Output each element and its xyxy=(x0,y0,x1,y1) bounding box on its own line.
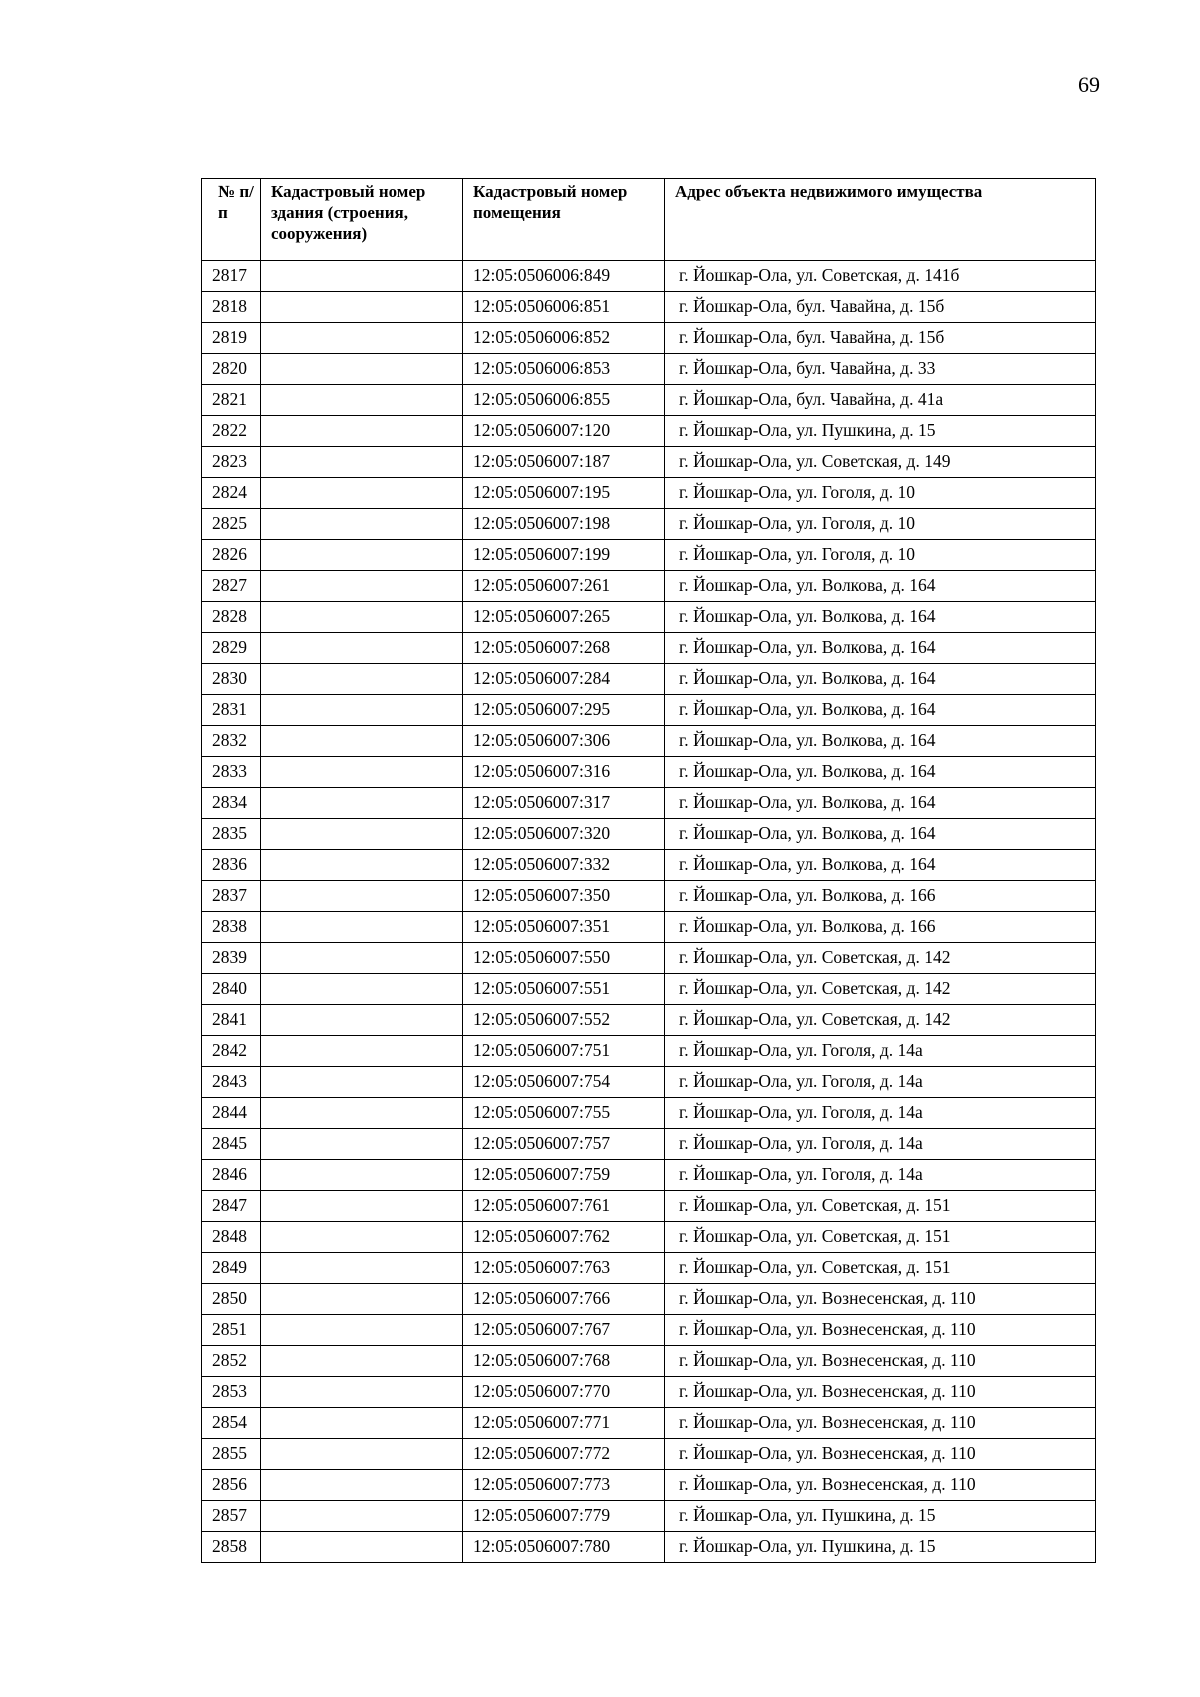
cell-address: г. Йошкар-Ола, ул. Советская, д. 151 xyxy=(665,1191,1096,1222)
cell-row-number: 2855 xyxy=(202,1439,261,1470)
cell-row-number: 2846 xyxy=(202,1160,261,1191)
cell-building-cadastral-number xyxy=(261,1377,463,1408)
cell-address: г. Йошкар-Ола, ул. Вознесенская, д. 110 xyxy=(665,1346,1096,1377)
cell-address: г. Йошкар-Ола, ул. Волкова, д. 164 xyxy=(665,850,1096,881)
table-row xyxy=(202,912,1096,943)
table-row xyxy=(202,1129,1096,1160)
table-row xyxy=(202,1005,1096,1036)
table-row xyxy=(202,1036,1096,1067)
cell-address: г. Йошкар-Ола, ул. Вознесенская, д. 110 xyxy=(665,1377,1096,1408)
cell-address: г. Йошкар-Ола, бул. Чавайна, д. 33 xyxy=(665,354,1096,385)
cell-building-cadastral-number xyxy=(261,788,463,819)
cell-address: г. Йошкар-Ола, ул. Волкова, д. 164 xyxy=(665,695,1096,726)
cell-premises-cadastral-number: 12:05:0506007:199 xyxy=(463,540,665,571)
cell-building-cadastral-number xyxy=(261,261,463,292)
cell-building-cadastral-number xyxy=(261,1346,463,1377)
cell-row-number: 2838 xyxy=(202,912,261,943)
table-row xyxy=(202,1253,1096,1284)
cell-building-cadastral-number xyxy=(261,664,463,695)
cell-premises-cadastral-number: 12:05:0506007:779 xyxy=(463,1501,665,1532)
cell-address: г. Йошкар-Ола, ул. Советская, д. 151 xyxy=(665,1222,1096,1253)
table-row xyxy=(202,1501,1096,1532)
cell-building-cadastral-number xyxy=(261,943,463,974)
cell-address: г. Йошкар-Ола, ул. Волкова, д. 164 xyxy=(665,788,1096,819)
cell-address: г. Йошкар-Ола, ул. Пушкина, д. 15 xyxy=(665,416,1096,447)
cell-building-cadastral-number xyxy=(261,1439,463,1470)
property-table-container xyxy=(201,178,1096,1563)
cell-premises-cadastral-number: 12:05:0506007:772 xyxy=(463,1439,665,1470)
cell-premises-cadastral-number: 12:05:0506007:780 xyxy=(463,1532,665,1563)
cell-row-number: 2842 xyxy=(202,1036,261,1067)
table-body xyxy=(202,261,1096,1563)
cell-premises-cadastral-number: 12:05:0506007:762 xyxy=(463,1222,665,1253)
table-row xyxy=(202,1377,1096,1408)
cell-address: г. Йошкар-Ола, ул. Волкова, д. 164 xyxy=(665,571,1096,602)
cell-premises-cadastral-number: 12:05:0506007:773 xyxy=(463,1470,665,1501)
cell-address: г. Йошкар-Ола, ул. Вознесенская, д. 110 xyxy=(665,1284,1096,1315)
table-row xyxy=(202,695,1096,726)
cell-address: г. Йошкар-Ола, ул. Гоголя, д. 14а xyxy=(665,1067,1096,1098)
cell-row-number: 2835 xyxy=(202,819,261,850)
table-row xyxy=(202,1315,1096,1346)
cell-row-number: 2852 xyxy=(202,1346,261,1377)
cell-address: г. Йошкар-Ола, ул. Советская, д. 151 xyxy=(665,1253,1096,1284)
table-row xyxy=(202,850,1096,881)
cell-premises-cadastral-number: 12:05:0506007:120 xyxy=(463,416,665,447)
cell-row-number: 2851 xyxy=(202,1315,261,1346)
cell-row-number: 2854 xyxy=(202,1408,261,1439)
table-row xyxy=(202,788,1096,819)
table-row xyxy=(202,478,1096,509)
cell-row-number: 2845 xyxy=(202,1129,261,1160)
cell-premises-cadastral-number: 12:05:0506006:853 xyxy=(463,354,665,385)
cell-row-number: 2834 xyxy=(202,788,261,819)
cell-building-cadastral-number xyxy=(261,1191,463,1222)
cell-address: г. Йошкар-Ола, ул. Гоголя, д. 10 xyxy=(665,478,1096,509)
cell-building-cadastral-number xyxy=(261,1284,463,1315)
cell-address: г. Йошкар-Ола, ул. Гоголя, д. 14а xyxy=(665,1129,1096,1160)
cell-premises-cadastral-number: 12:05:0506007:284 xyxy=(463,664,665,695)
cell-address: г. Йошкар-Ола, ул. Советская, д. 141б xyxy=(665,261,1096,292)
cell-address: г. Йошкар-Ола, ул. Волкова, д. 164 xyxy=(665,726,1096,757)
cell-premises-cadastral-number: 12:05:0506007:195 xyxy=(463,478,665,509)
cell-building-cadastral-number xyxy=(261,1532,463,1563)
cell-row-number: 2820 xyxy=(202,354,261,385)
cell-building-cadastral-number xyxy=(261,447,463,478)
cell-row-number: 2839 xyxy=(202,943,261,974)
cell-premises-cadastral-number: 12:05:0506006:855 xyxy=(463,385,665,416)
cell-address: г. Йошкар-Ола, бул. Чавайна, д. 15б xyxy=(665,292,1096,323)
cell-premises-cadastral-number: 12:05:0506007:754 xyxy=(463,1067,665,1098)
table-row xyxy=(202,509,1096,540)
cell-row-number: 2828 xyxy=(202,602,261,633)
cell-address: г. Йошкар-Ола, ул. Гоголя, д. 10 xyxy=(665,540,1096,571)
cell-row-number: 2836 xyxy=(202,850,261,881)
cell-premises-cadastral-number: 12:05:0506007:351 xyxy=(463,912,665,943)
table-row xyxy=(202,633,1096,664)
cell-premises-cadastral-number: 12:05:0506007:755 xyxy=(463,1098,665,1129)
table-row xyxy=(202,819,1096,850)
cell-row-number: 2818 xyxy=(202,292,261,323)
cell-building-cadastral-number xyxy=(261,1501,463,1532)
cell-building-cadastral-number xyxy=(261,1098,463,1129)
cell-building-cadastral-number xyxy=(261,850,463,881)
cell-premises-cadastral-number: 12:05:0506007:332 xyxy=(463,850,665,881)
cell-address: г. Йошкар-Ола, ул. Пушкина, д. 15 xyxy=(665,1501,1096,1532)
cell-address: г. Йошкар-Ола, ул. Волкова, д. 164 xyxy=(665,664,1096,695)
table-row xyxy=(202,664,1096,695)
cell-row-number: 2832 xyxy=(202,726,261,757)
cell-address: г. Йошкар-Ола, ул. Пушкина, д. 15 xyxy=(665,1532,1096,1563)
header-building-cadastral-number: Кадастровый номер здания (строения, сооружения) xyxy=(261,179,463,261)
cell-building-cadastral-number xyxy=(261,1036,463,1067)
cell-address: г. Йошкар-Ола, ул. Волкова, д. 166 xyxy=(665,912,1096,943)
cell-row-number: 2819 xyxy=(202,323,261,354)
cell-row-number: 2857 xyxy=(202,1501,261,1532)
cell-building-cadastral-number xyxy=(261,695,463,726)
cell-address: г. Йошкар-Ола, бул. Чавайна, д. 41а xyxy=(665,385,1096,416)
header-row-number: № п/п xyxy=(202,179,261,261)
table-row xyxy=(202,292,1096,323)
cell-row-number: 2833 xyxy=(202,757,261,788)
cell-address: г. Йошкар-Ола, ул. Вознесенская, д. 110 xyxy=(665,1470,1096,1501)
table-row xyxy=(202,1160,1096,1191)
cell-building-cadastral-number xyxy=(261,1160,463,1191)
cell-premises-cadastral-number: 12:05:0506007:317 xyxy=(463,788,665,819)
cell-row-number: 2831 xyxy=(202,695,261,726)
cell-building-cadastral-number xyxy=(261,292,463,323)
table-row xyxy=(202,1470,1096,1501)
cell-building-cadastral-number xyxy=(261,602,463,633)
cell-address: г. Йошкар-Ола, ул. Советская, д. 149 xyxy=(665,447,1096,478)
table-row xyxy=(202,1098,1096,1129)
cell-row-number: 2843 xyxy=(202,1067,261,1098)
table-row xyxy=(202,261,1096,292)
cell-building-cadastral-number xyxy=(261,571,463,602)
cell-premises-cadastral-number: 12:05:0506007:187 xyxy=(463,447,665,478)
cell-address: г. Йошкар-Ола, ул. Советская, д. 142 xyxy=(665,974,1096,1005)
table-row xyxy=(202,1222,1096,1253)
cell-row-number: 2850 xyxy=(202,1284,261,1315)
table-row xyxy=(202,1067,1096,1098)
cell-address: г. Йошкар-Ола, ул. Гоголя, д. 14а xyxy=(665,1160,1096,1191)
cell-building-cadastral-number xyxy=(261,416,463,447)
cell-row-number: 2821 xyxy=(202,385,261,416)
table-row xyxy=(202,1346,1096,1377)
cell-address: г. Йошкар-Ола, ул. Гоголя, д. 14а xyxy=(665,1098,1096,1129)
cell-premises-cadastral-number: 12:05:0506007:295 xyxy=(463,695,665,726)
cell-building-cadastral-number xyxy=(261,726,463,757)
cell-row-number: 2856 xyxy=(202,1470,261,1501)
cell-address: г. Йошкар-Ола, ул. Советская, д. 142 xyxy=(665,943,1096,974)
cell-row-number: 2858 xyxy=(202,1532,261,1563)
cell-building-cadastral-number xyxy=(261,323,463,354)
cell-building-cadastral-number xyxy=(261,509,463,540)
cell-address: г. Йошкар-Ола, ул. Вознесенская, д. 110 xyxy=(665,1408,1096,1439)
cell-address: г. Йошкар-Ола, ул. Волкова, д. 164 xyxy=(665,633,1096,664)
cell-premises-cadastral-number: 12:05:0506007:767 xyxy=(463,1315,665,1346)
cell-premises-cadastral-number: 12:05:0506007:768 xyxy=(463,1346,665,1377)
cell-building-cadastral-number xyxy=(261,757,463,788)
cell-premises-cadastral-number: 12:05:0506006:852 xyxy=(463,323,665,354)
property-table xyxy=(201,178,1096,1563)
cell-address: г. Йошкар-Ола, бул. Чавайна, д. 15б xyxy=(665,323,1096,354)
cell-premises-cadastral-number: 12:05:0506007:766 xyxy=(463,1284,665,1315)
table-row xyxy=(202,1408,1096,1439)
cell-row-number: 2830 xyxy=(202,664,261,695)
cell-building-cadastral-number xyxy=(261,1222,463,1253)
table-header xyxy=(202,179,1096,261)
cell-address: г. Йошкар-Ола, ул. Гоголя, д. 14а xyxy=(665,1036,1096,1067)
cell-premises-cadastral-number: 12:05:0506007:771 xyxy=(463,1408,665,1439)
cell-row-number: 2840 xyxy=(202,974,261,1005)
cell-row-number: 2849 xyxy=(202,1253,261,1284)
table-row xyxy=(202,1284,1096,1315)
cell-building-cadastral-number xyxy=(261,354,463,385)
cell-row-number: 2848 xyxy=(202,1222,261,1253)
table-row xyxy=(202,540,1096,571)
cell-building-cadastral-number xyxy=(261,1129,463,1160)
cell-premises-cadastral-number: 12:05:0506007:316 xyxy=(463,757,665,788)
cell-premises-cadastral-number: 12:05:0506007:751 xyxy=(463,1036,665,1067)
table-row xyxy=(202,416,1096,447)
cell-premises-cadastral-number: 12:05:0506007:306 xyxy=(463,726,665,757)
cell-building-cadastral-number xyxy=(261,540,463,571)
cell-row-number: 2817 xyxy=(202,261,261,292)
table-row xyxy=(202,757,1096,788)
cell-building-cadastral-number xyxy=(261,912,463,943)
cell-premises-cadastral-number: 12:05:0506007:770 xyxy=(463,1377,665,1408)
cell-row-number: 2824 xyxy=(202,478,261,509)
cell-building-cadastral-number xyxy=(261,633,463,664)
header-row xyxy=(202,179,1096,261)
cell-building-cadastral-number xyxy=(261,1408,463,1439)
cell-premises-cadastral-number: 12:05:0506007:550 xyxy=(463,943,665,974)
cell-address: г. Йошкар-Ола, ул. Советская, д. 142 xyxy=(665,1005,1096,1036)
cell-row-number: 2853 xyxy=(202,1377,261,1408)
table-row xyxy=(202,323,1096,354)
cell-row-number: 2837 xyxy=(202,881,261,912)
cell-premises-cadastral-number: 12:05:0506006:851 xyxy=(463,292,665,323)
cell-premises-cadastral-number: 12:05:0506007:761 xyxy=(463,1191,665,1222)
cell-row-number: 2841 xyxy=(202,1005,261,1036)
cell-building-cadastral-number xyxy=(261,1470,463,1501)
cell-building-cadastral-number xyxy=(261,1315,463,1346)
cell-premises-cadastral-number: 12:05:0506007:261 xyxy=(463,571,665,602)
cell-row-number: 2823 xyxy=(202,447,261,478)
cell-building-cadastral-number xyxy=(261,1253,463,1284)
cell-premises-cadastral-number: 12:05:0506007:320 xyxy=(463,819,665,850)
table-row xyxy=(202,974,1096,1005)
cell-row-number: 2826 xyxy=(202,540,261,571)
table-row xyxy=(202,571,1096,602)
cell-premises-cadastral-number: 12:05:0506007:268 xyxy=(463,633,665,664)
cell-address: г. Йошкар-Ола, ул. Волкова, д. 166 xyxy=(665,881,1096,912)
cell-row-number: 2829 xyxy=(202,633,261,664)
table-row xyxy=(202,1191,1096,1222)
cell-row-number: 2847 xyxy=(202,1191,261,1222)
cell-address: г. Йошкар-Ола, ул. Вознесенская, д. 110 xyxy=(665,1315,1096,1346)
table-row xyxy=(202,1439,1096,1470)
cell-row-number: 2825 xyxy=(202,509,261,540)
table-row xyxy=(202,943,1096,974)
header-premises-cadastral-number: Кадастровый номер помещения xyxy=(463,179,665,261)
table-row xyxy=(202,354,1096,385)
cell-premises-cadastral-number: 12:05:0506007:198 xyxy=(463,509,665,540)
cell-address: г. Йошкар-Ола, ул. Гоголя, д. 10 xyxy=(665,509,1096,540)
cell-premises-cadastral-number: 12:05:0506007:265 xyxy=(463,602,665,633)
cell-building-cadastral-number xyxy=(261,1067,463,1098)
cell-address: г. Йошкар-Ола, ул. Волкова, д. 164 xyxy=(665,602,1096,633)
cell-building-cadastral-number xyxy=(261,1005,463,1036)
cell-premises-cadastral-number: 12:05:0506007:551 xyxy=(463,974,665,1005)
table-row xyxy=(202,881,1096,912)
cell-premises-cadastral-number: 12:05:0506007:757 xyxy=(463,1129,665,1160)
cell-premises-cadastral-number: 12:05:0506007:763 xyxy=(463,1253,665,1284)
table-row xyxy=(202,385,1096,416)
table-row xyxy=(202,1532,1096,1563)
cell-premises-cadastral-number: 12:05:0506007:552 xyxy=(463,1005,665,1036)
table-row xyxy=(202,602,1096,633)
cell-row-number: 2827 xyxy=(202,571,261,602)
cell-premises-cadastral-number: 12:05:0506006:849 xyxy=(463,261,665,292)
cell-row-number: 2844 xyxy=(202,1098,261,1129)
cell-building-cadastral-number xyxy=(261,385,463,416)
cell-building-cadastral-number xyxy=(261,819,463,850)
table-row xyxy=(202,447,1096,478)
cell-address: г. Йошкар-Ола, ул. Волкова, д. 164 xyxy=(665,819,1096,850)
cell-premises-cadastral-number: 12:05:0506007:759 xyxy=(463,1160,665,1191)
cell-address: г. Йошкар-Ола, ул. Волкова, д. 164 xyxy=(665,757,1096,788)
cell-building-cadastral-number xyxy=(261,478,463,509)
cell-premises-cadastral-number: 12:05:0506007:350 xyxy=(463,881,665,912)
cell-building-cadastral-number xyxy=(261,881,463,912)
cell-row-number: 2822 xyxy=(202,416,261,447)
cell-address: г. Йошкар-Ола, ул. Вознесенская, д. 110 xyxy=(665,1439,1096,1470)
page-number: 69 xyxy=(1078,72,1100,97)
cell-building-cadastral-number xyxy=(261,974,463,1005)
header-address: Адрес объекта недвижимого имущества xyxy=(665,179,1096,261)
table-row xyxy=(202,726,1096,757)
